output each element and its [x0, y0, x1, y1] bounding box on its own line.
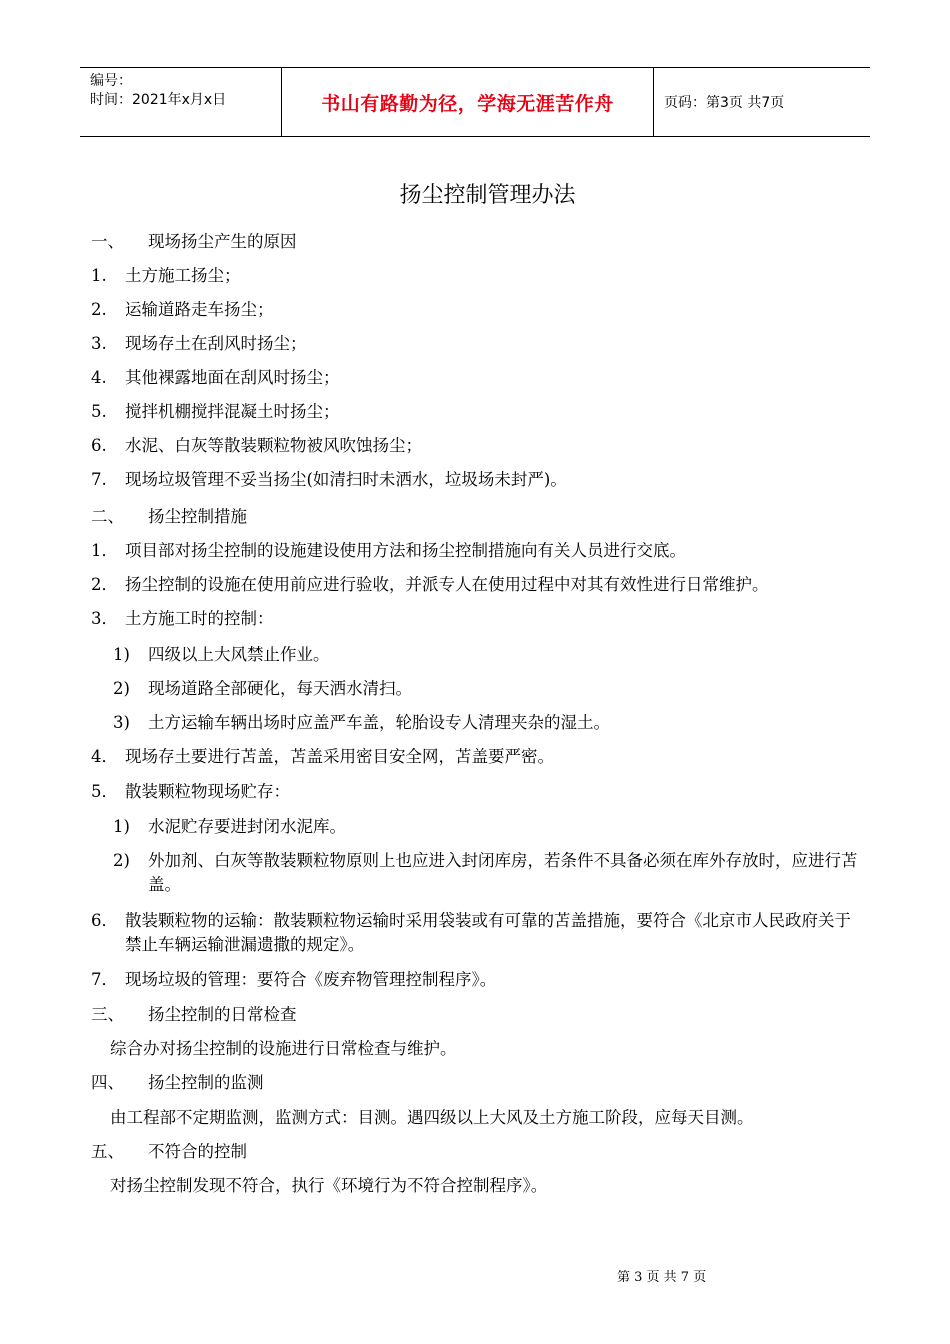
header-motto: 书山有路勤为径，学海无涯苦作舟	[321, 92, 614, 115]
section-heading: 一、 现场扬尘产生的原因	[91, 232, 297, 251]
section-heading: 五、 不符合的控制	[91, 1142, 247, 1161]
sub-list-item: 1) 四级以上大风禁止作业。	[113, 645, 330, 664]
list-item: 1． 项目部对扬尘控制的设施建设使用方法和扬尘控制措施向有关人员进行交底。	[91, 541, 686, 560]
list-item: 2． 扬尘控制的设施在使用前应进行验收，并派专人在使用过程中对其有效性进行日常维护。	[91, 575, 769, 594]
list-item: 4. 其他裸露地面在刮风时扬尘；	[91, 368, 340, 387]
list-item: 7． 现场垃圾的管理：要符合《废弃物管理控制程序》。	[91, 970, 497, 989]
document-title: 扬尘控制管理办法	[399, 183, 576, 208]
list-item: 4． 现场存土要进行苫盖，苫盖采用密目安全网，苫盖要严密。	[91, 747, 554, 766]
header-page-cell	[654, 68, 870, 136]
list-item: 6. 水泥、白灰等散装颗粒物被风吹蚀扬尘；	[91, 436, 422, 455]
list-item: 7. 现场垃圾管理不妥当扬尘(如清扫时未洒水，垃圾场未封严)。	[91, 470, 567, 489]
sub-list-item: 2) 现场道路全部硬化，每天洒水清扫。	[113, 679, 412, 698]
list-item: 6． 散装颗粒物的运输：散装颗粒物运输时采用袋装或有可靠的苫盖措施，要符合《北京市人民政府关于禁止车辆运输泄漏遗撒的规定》。	[91, 911, 851, 954]
page-footer: 第 3 页 共 7 页	[617, 1270, 707, 1285]
paragraph: 由工程部不定期监测，监测方式：目测。遇四级以上大风及土方施工阶段，应每天目测。	[110, 1108, 754, 1127]
section-heading: 二、 扬尘控制措施	[91, 507, 247, 526]
header-time: 时间：2021年x月x日	[90, 92, 227, 108]
section-heading: 三、 扬尘控制的日常检查	[91, 1005, 297, 1024]
header-motto-cell	[282, 68, 654, 136]
list-item: 3. 现场存土在刮风时扬尘；	[91, 334, 307, 353]
section-heading: 四、 扬尘控制的监测	[91, 1073, 264, 1092]
document-header	[80, 67, 870, 137]
header-info-cell	[80, 68, 282, 136]
list-item: 2. 运输道路走车扬尘；	[91, 300, 274, 319]
paragraph: 综合办对扬尘控制的设施进行日常检查与维护。	[110, 1039, 457, 1058]
list-item: 5． 散装颗粒物现场贮存：	[91, 782, 290, 801]
header-number: 编号：	[90, 73, 132, 89]
sub-list-item: 1) 水泥贮存要进封闭水泥库。	[113, 817, 346, 836]
paragraph: 对扬尘控制发现不符合，执行《环境行为不符合控制程序》。	[110, 1176, 548, 1195]
header-page-number: 页码：第3页 共7页	[664, 95, 785, 111]
sub-list-item: 3) 土方运输车辆出场时应盖严车盖，轮胎设专人清理夹杂的湿土。	[113, 713, 610, 732]
sub-list-item: 2) 外加剂、白灰等散装颗粒物原则上也应进入封闭库房，若条件不具备必须在库外存放时，应进行苫盖。	[113, 851, 858, 894]
list-item: 1. 土方施工扬尘；	[91, 266, 241, 285]
list-item: 3． 土方施工时的控制：	[91, 609, 274, 628]
list-item: 5. 搅拌机棚搅拌混凝土时扬尘；	[91, 402, 340, 421]
